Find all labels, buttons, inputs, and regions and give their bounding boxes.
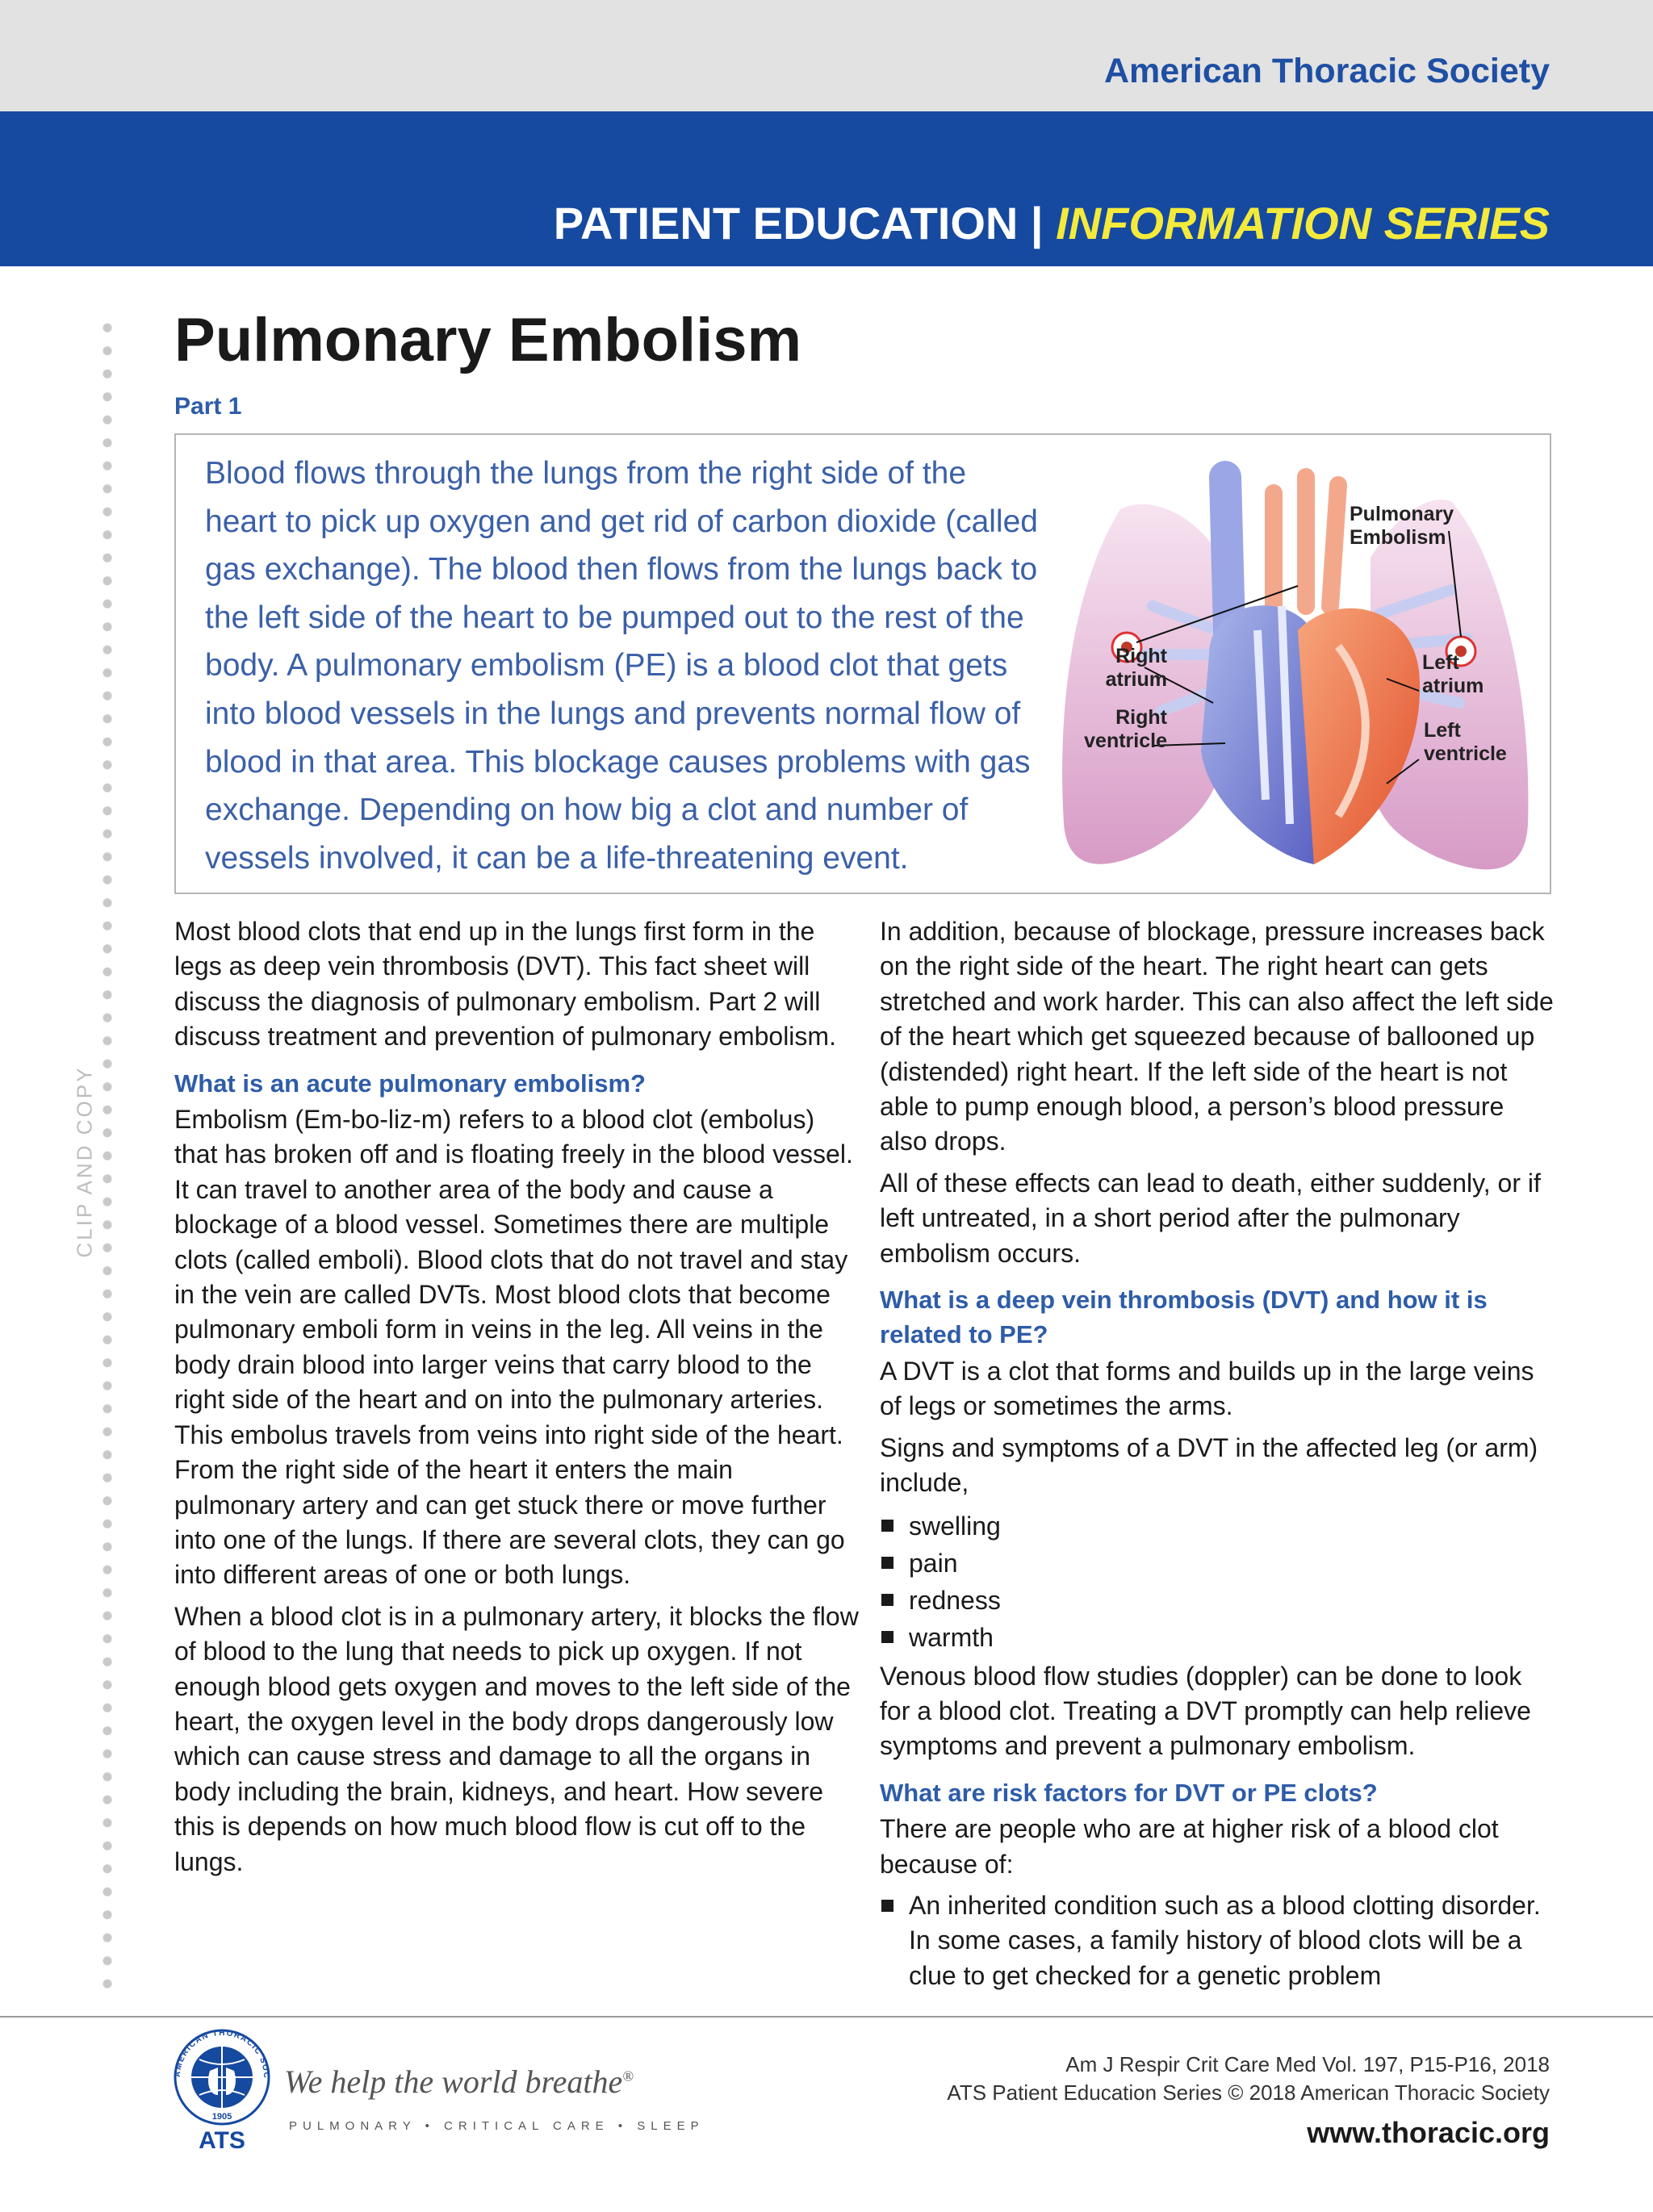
ats-logo xyxy=(169,2027,274,2160)
paragraph-embolism-definition: Embolism (Em-bo-liz-m) refers to a blood clot (embolus) that has broken off and is floating freely in the blood vessel. It can travel to another area of the body and cause a blockage of a blood vessel. Sometimes there are multiple clots (called emboli). Blood clots that do not travel and stay in the vein are called DVTs. Most blood clots that become pulmonary emboli form in veins in the leg. All veins in the body drain blood into larger veins that carry blood to the right side of the heart and on into the pulmonary arteries. This embolus travels from veins into right side of the heart. From the right side of the heart it enters the main pulmonary artery and can get stuck there or move further into one of the lungs. If there are several clots, they can go into different areas of one or both lungs. xyxy=(174,1105,853,1590)
label-pulmonary-embolism: Pulmonary Embolism xyxy=(1350,503,1454,549)
copyright-notice: ATS Patient Education Series © 2018 American Thoracic Society xyxy=(947,2080,1550,2105)
list-item: warmth xyxy=(880,1619,1558,1656)
intro-box xyxy=(174,433,1551,894)
heart-lung-illustration xyxy=(1032,445,1548,893)
page-title: Pulmonary Embolism xyxy=(174,306,802,374)
paragraph-dvt-intro: Most blood clots that end up in the lungs first form in the legs as deep vein thrombosis (DVT). This fact sheet will discuss the diagnosis of pulmonary embolism. Part 2 will discuss treatment and prevention of pulmonary embolism. xyxy=(174,917,836,1052)
paragraph-dvt-definition: A DVT is a clot that forms and builds up in the large veins of legs or sometimes the arms. xyxy=(880,1356,1534,1421)
heading-acute-pe: What is an acute pulmonary embolism? xyxy=(174,1068,646,1098)
society-name: American Thoracic Society xyxy=(1103,52,1550,90)
logo-ring-text: AMERICAN THORACIC SOC xyxy=(173,2028,271,2080)
label-right-atrium: Right atrium xyxy=(1105,645,1167,691)
series-title xyxy=(554,197,1550,249)
left-column xyxy=(174,914,860,1886)
logo-ats-text: ATS xyxy=(199,2127,245,2154)
journal-citation: Am J Respir Crit Care Med Vol. 197, P15-P16, 2018 xyxy=(1065,2052,1550,2076)
right-column xyxy=(880,914,1558,1997)
risk-list xyxy=(880,1888,1558,1993)
list-item: redness xyxy=(880,1582,1558,1619)
list-item: swelling xyxy=(880,1507,1558,1545)
series-main: PATIENT EDUCATION xyxy=(553,198,1019,249)
label-left-atrium: Left atrium xyxy=(1422,651,1484,697)
tagline-subtitle: PULMONARY • CRITICAL CARE • SLEEP xyxy=(289,2119,705,2133)
series-sub: INFORMATION SERIES xyxy=(1056,198,1550,249)
paragraph-effects: All of these effects can lead to death, either suddenly, or if left untreated, in a short period after the pulmonary embolism occurs. xyxy=(880,1168,1541,1268)
list-item: pain xyxy=(880,1545,1558,1582)
paragraph-pressure: In addition, because of blockage, pressure increases back on the right side of the heart. The right heart can gets stretched and work harder. This can also affect the left side of the heart which get squeezed because of ballooned up (distended) right heart. If the left side of the heart is not able to pump enough blood, a person’s blood pressure also drops. xyxy=(880,917,1554,1156)
footer-divider xyxy=(0,2016,1653,2018)
heading-dvt: What is a deep vein thrombosis (DVT) and how it is related to PE? xyxy=(880,1286,1488,1349)
intro-text: Blood flows through the lungs from the right side of the heart to pick up oxygen and get rid of carbon dioxide (called gas exchange). The blood then flows from the lungs back to the left side of the heart to be pumped out to the rest of the body. A pulmonary embolism (PE) is a blood clot that gets into blood vessels in the lungs and prevents normal flow of blood in that area. This blockage causes problems with gas exchange. Depending on how big a clot and number of vessels involved, it can be a life-threatening event. xyxy=(205,456,1038,876)
paragraph-risk-intro: There are people who are at higher risk of a blood clot because of: xyxy=(880,1814,1499,1879)
clip-dotted-line xyxy=(103,316,112,1995)
symptom-list xyxy=(880,1507,1558,1656)
tagline: We help the world breathe® xyxy=(284,2064,634,2100)
series-banner xyxy=(0,111,1653,266)
logo-year: 1905 xyxy=(211,2112,232,2122)
website-link[interactable]: www.thoracic.org xyxy=(1307,2116,1550,2149)
part-label: Part 1 xyxy=(174,393,242,420)
aorta xyxy=(1274,477,1338,606)
paragraph-doppler: Venous blood flow studies (doppler) can be done to look for a blood clot. Treating a DVT promptly can help relieve symptoms and prevent a pulmonary embolism. xyxy=(880,1661,1531,1761)
heading-risk-factors: What are risk factors for DVT or PE clots? xyxy=(880,1778,1378,1807)
list-item: An inherited condition such as a blood clotting disorder. In some cases, a family history of blood clots will be a clue to get checked for a genetic problem xyxy=(880,1888,1558,1993)
paragraph-blocked-artery: When a blood clot is in a pulmonary artery, it blocks the flow of blood to the lung that needs to pick up oxygen. If not enough blood gets oxygen and moves to the left side of the heart, the oxygen level in the body drops dangerously low which can cause stress and damage to all the organs in body including the brain, kidneys, and heart. How severe this is depends on how much blood flow is cut off to the lungs. xyxy=(174,1601,859,1876)
series-separator: | xyxy=(1018,198,1057,249)
paragraph-signs: Signs and symptoms of a DVT in the affected leg (or arm) include, xyxy=(880,1432,1538,1498)
top-banner xyxy=(0,0,1653,111)
label-right-ventricle: Right ventricle xyxy=(1084,706,1167,752)
label-left-ventricle: Left ventricle xyxy=(1424,719,1507,765)
